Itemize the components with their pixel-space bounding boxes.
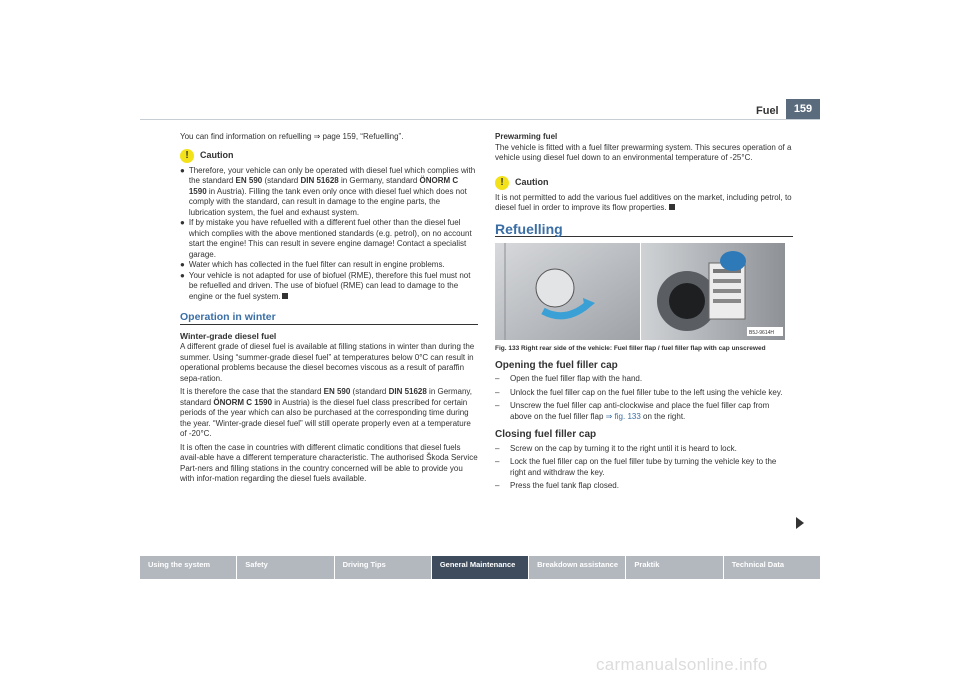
nav-general-maintenance[interactable]: General Maintenance bbox=[432, 556, 528, 579]
caution-text: It is not permitted to add the various fuel additives on the market, including petrol, to diesel fuel in order to improve its flow properties. bbox=[495, 192, 792, 212]
bullet-icon: ● bbox=[180, 270, 185, 280]
caution-bullet bbox=[180, 271, 478, 303]
bullet-icon: ● bbox=[180, 165, 185, 175]
section-title: Fuel bbox=[756, 105, 779, 117]
caution-bullet-text: Therefore, your vehicle can only be operated with diesel fuel which complies with the standard EN 590 (standard DIN 51628 in Germany, standard ÖNORM C 1590 in Austria). Filling the tank even only once with diesel fuel which does not comply with the standard, can result in damage to the engine parts, the lubrication system, the fuel and exhaust system. bbox=[188, 165, 476, 217]
closing-heading: Closing fuel filler cap bbox=[495, 429, 597, 440]
caution-bullet bbox=[180, 218, 478, 260]
nav-breakdown-assistance[interactable]: Breakdown assistance bbox=[529, 556, 625, 579]
prewarming-text: The vehicle is fitted with a fuel filter prewarming system. This secures operation of a vehicle using diesel fuel down to an environmental temperature of -25°C. bbox=[495, 142, 792, 162]
winter-para-1: A different grade of diesel fuel is available at filling stations in winter than during the summer. Using “summer-grade diesel fuel” at temperatures below 0°C can result in operational problems because the diesel becomes viscous as a result of paraffin sepa-ration. bbox=[180, 342, 475, 383]
fuel-flap-illustration bbox=[495, 243, 785, 340]
refuelling-heading: Refuelling bbox=[495, 224, 793, 238]
left-column bbox=[180, 132, 478, 488]
next-page-arrow-icon[interactable] bbox=[796, 517, 804, 529]
bullet-icon: ● bbox=[180, 260, 185, 269]
closing-step: – Screw on the cap by turning it to the right until it is heard to lock. bbox=[495, 443, 737, 453]
caution-bullet bbox=[180, 260, 478, 271]
caution-bullet-text: If by mistake you have refuelled with a different fuel other than the diesel fuel which complies with the above mentioned standards (e.g. petrol), on no account start the engine! This can result in severe engine damage! Contact a specialist garage. bbox=[188, 218, 472, 259]
caution-label: Caution bbox=[200, 150, 234, 161]
opening-step: – Unlock the fuel filler cap on the fuel filler tube to the left using the vehicle key. bbox=[495, 387, 783, 397]
warning-icon: ! bbox=[180, 149, 194, 163]
prewarming-heading: Prewarming fuel bbox=[495, 132, 558, 141]
end-mark-icon bbox=[282, 293, 288, 299]
caution-bullet-text: Water which has collected in the fuel filter can result in engine problems. bbox=[188, 260, 445, 269]
opening-heading: Opening the fuel filler cap bbox=[495, 359, 618, 371]
watermark: carmanualsonline.info bbox=[596, 655, 768, 674]
closing-step: – Press the fuel tank flap closed. bbox=[495, 481, 619, 490]
nav-praktik[interactable]: Praktik bbox=[626, 556, 722, 579]
intro-text: You can find information on refuelling ⇒ page 159, “Refuelling”. bbox=[180, 132, 404, 141]
opening-step: – Open the fuel filler flap with the hand. bbox=[495, 374, 643, 383]
figure-caption: Fig. 133 Right rear side of the vehicle: Fuel filler flap / fuel filler flap with cap unscrewed bbox=[495, 345, 766, 352]
figure-code: B5J-9614H bbox=[749, 330, 775, 336]
caution-bullet bbox=[180, 166, 478, 219]
winter-para-3: It is often the case in countries with different climatic conditions that diesel fuels avail-able have a different temperature characteristic. The authorised Škoda Service Part-ners and filling stations in the country concerned will be able to provide you with infor-mation regarding the diesel fuels available. bbox=[180, 442, 478, 483]
right-column bbox=[495, 132, 793, 495]
caution-block bbox=[180, 149, 478, 163]
bottom-navigation bbox=[140, 556, 820, 579]
winter-para-2: It is therefore the case that the standard EN 590 (standard DIN 51628 in Germany, standard ÖNORM C 1590 in Austria) is the diesel fuel class prescribed for certain periods of the year which can also be purchased at the corresponding time during the year. “Winter-grade diesel fuel” will still operate properly even at a temperature of -20°C. bbox=[180, 387, 473, 438]
caution-block bbox=[495, 176, 793, 190]
figure-133 bbox=[495, 243, 785, 340]
end-mark-icon bbox=[669, 204, 675, 210]
nav-using-the-system[interactable]: Using the system bbox=[140, 556, 236, 579]
caution-label: Caution bbox=[515, 177, 549, 188]
page-number: 159 bbox=[786, 99, 820, 119]
closing-step: – Lock the fuel filler cap on the fuel filler tube by turning the vehicle key to the right and withdraw the key. bbox=[495, 457, 777, 477]
header-divider bbox=[140, 119, 820, 120]
opening-step: – Unscrew the fuel filler cap anti-clockwise and place the fuel filler cap from above on the fuel filler flap ⇒ fig. 133 on the right. bbox=[495, 401, 770, 421]
nav-safety[interactable]: Safety bbox=[237, 556, 333, 579]
warning-icon: ! bbox=[495, 176, 509, 190]
fig-133-link[interactable]: ⇒ fig. 133 bbox=[605, 411, 641, 421]
operation-in-winter-heading: Operation in winter bbox=[180, 312, 478, 325]
winter-diesel-heading: Winter-grade diesel fuel bbox=[180, 330, 277, 341]
caution-bullet-text: Your vehicle is not adapted for use of biofuel (RME), therefore this fuel must not be refuelled and driven. The use of biofuel (RME) can lead to damage to the engine or the fuel system. bbox=[188, 270, 471, 301]
nav-driving-tips[interactable]: Driving Tips bbox=[335, 556, 431, 579]
bullet-icon: ● bbox=[180, 218, 185, 227]
nav-technical-data[interactable]: Technical Data bbox=[724, 556, 820, 579]
